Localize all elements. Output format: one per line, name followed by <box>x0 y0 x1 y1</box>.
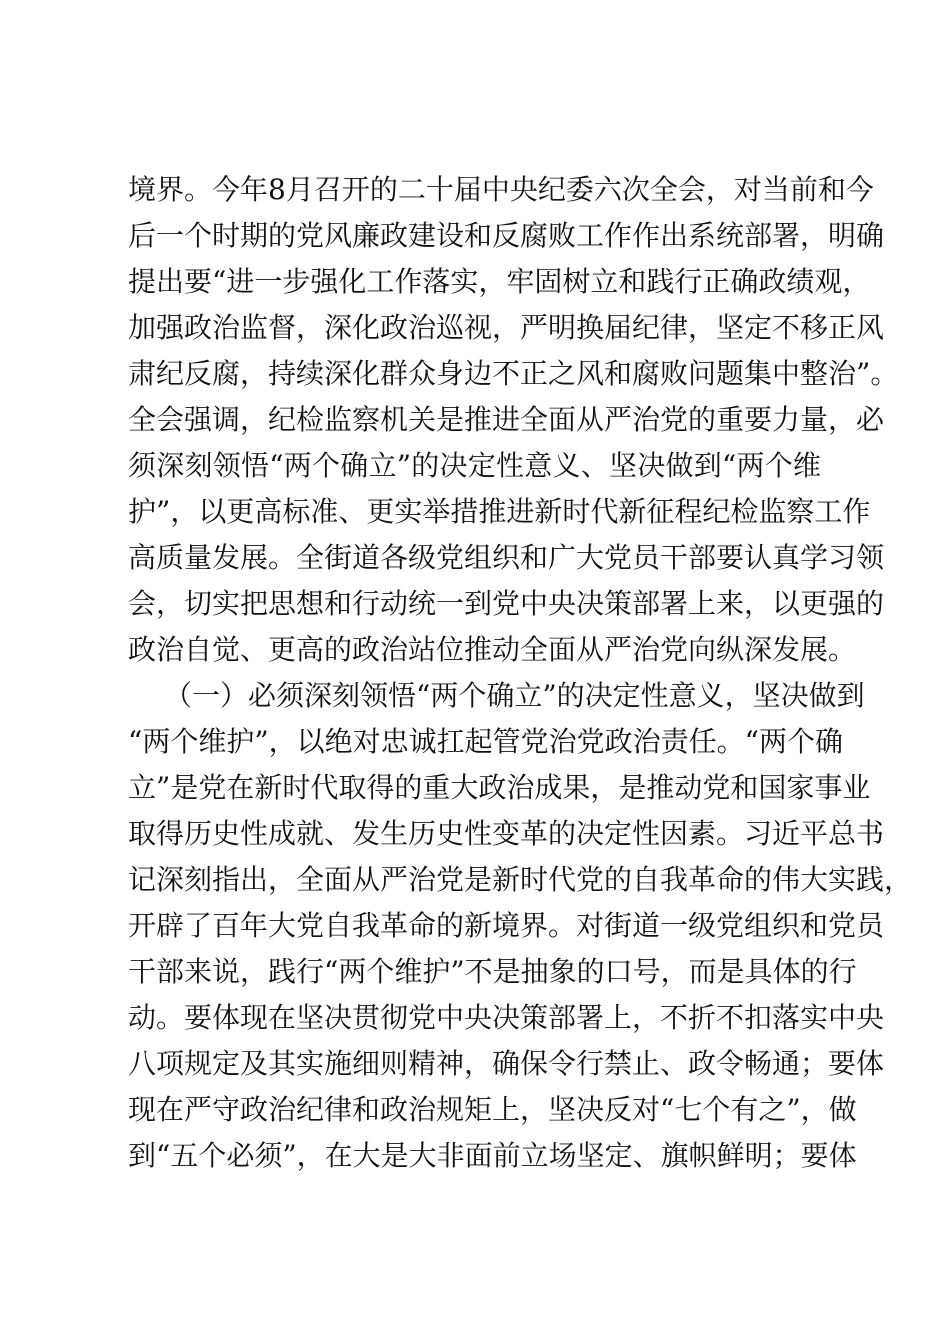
paragraph-2-line-5: 记深刻指出，全面从严治党是新时代党的自我革命的伟大实践， <box>128 863 913 896</box>
paragraph-1-line-7: 须深刻领悟“两个确立”的决定性意义、坚决做到“两个维 <box>128 449 821 482</box>
paragraph-2-line-2: “两个维护”，以绝对忠诚扛起管党治党政治责任。“两个确 <box>128 725 843 758</box>
paragraph-1-line-3: 提出要“进一步强化工作落实，牢固树立和践行正确政绩观， <box>128 265 871 298</box>
paragraph-1-line-4: 加强政治监督，深化政治巡视，严明换届纪律，坚定不移正风 <box>128 311 885 344</box>
paragraph-1-line-1: 境界。今年8月召开的二十届中央纪委六次全会，对当前和今 <box>128 173 874 206</box>
paragraph-2-line-8: 动。要体现在坚决贯彻党中央决策部署上，不折不扣落实中央 <box>128 1001 885 1034</box>
paragraph-2-line-4: 取得历史性成就、发生历史性变革的决定性因素。习近平总书 <box>128 817 885 850</box>
paragraph-1-line-8: 护”，以更高标准、更实举措推进新时代新征程纪检监察工作 <box>128 495 871 528</box>
paragraph-2-line-11: 到“五个必须”，在大是大非面前立场坚定、旗帜鲜明；要体 <box>128 1139 857 1172</box>
paragraph-2-line-7: 干部来说，践行“两个维护”不是抽象的口号，而是具体的行 <box>128 955 857 988</box>
paragraph-2-line-6: 开辟了百年大党自我革命的新境界。对街道一级党组织和党员 <box>128 909 885 942</box>
paragraph-2-line-1: （一）必须深刻领悟“两个确立”的决定性意义，坚决做到 <box>164 679 865 712</box>
paragraph-1-line-10: 会，切实把思想和行动统一到党中央决策部署上来，以更强的 <box>128 587 885 620</box>
paragraph-2-line-3: 立”是党在新时代取得的重大政治成果，是推动党和国家事业 <box>128 771 871 804</box>
paragraph-1-line-5: 肃纪反腐，持续深化群众身边不正之风和腐败问题集中整治”。 <box>128 357 899 390</box>
paragraph-1-line-11: 政治自觉、更高的政治站位推动全面从严治党向纵深发展。 <box>128 633 857 666</box>
paragraph-1-line-6: 全会强调，纪检监察机关是推进全面从严治党的重要力量，必 <box>128 403 885 436</box>
paragraph-2-line-9: 八项规定及其实施细则精神，确保令行禁止、政令畅通；要体 <box>128 1047 885 1080</box>
paragraph-1-line-2: 后一个时期的党风廉政建设和反腐败工作作出系统部署，明确 <box>128 219 885 252</box>
paragraph-1-line-9: 高质量发展。全街道各级党组织和广大党员干部要认真学习领 <box>128 541 885 574</box>
paragraph-2-line-10: 现在严守政治纪律和政治规矩上，坚决反对“七个有之”，做 <box>128 1093 857 1126</box>
